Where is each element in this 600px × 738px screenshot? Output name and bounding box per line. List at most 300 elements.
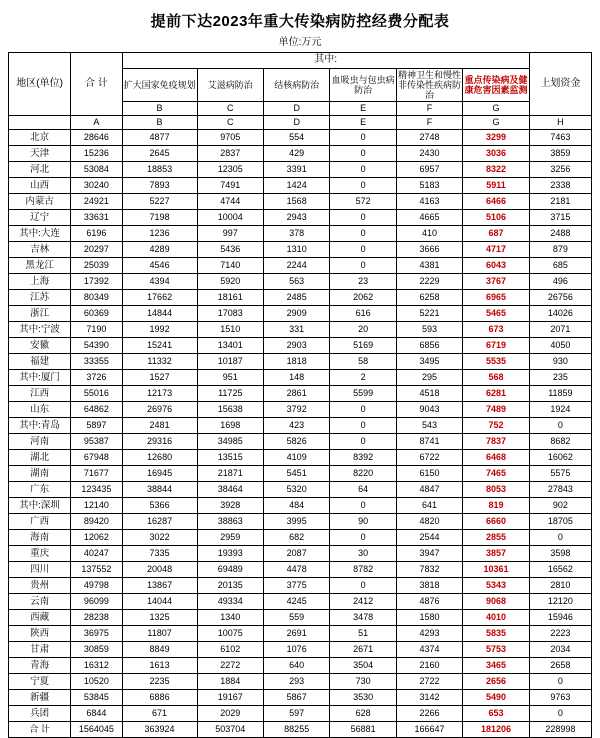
cell-col-e: 2 — [330, 370, 396, 386]
cell-col-e: 572 — [330, 194, 396, 210]
cell-col-d: 5867 — [263, 690, 329, 706]
cell-region: 河南 — [9, 434, 71, 450]
cell-col-h: 5575 — [529, 466, 591, 482]
cell-col-h: 685 — [529, 258, 591, 274]
cell-col-d: 1076 — [263, 642, 329, 658]
cell-col-c: 1510 — [197, 322, 263, 338]
cell-total: 16312 — [71, 658, 122, 674]
cell-col-e: 5169 — [330, 338, 396, 354]
cell-col-e: 0 — [330, 498, 396, 514]
header-letter-g2: G — [463, 116, 530, 130]
cell-total: 123435 — [71, 482, 122, 498]
cell-col-h: 0 — [529, 674, 591, 690]
cell-region: 其中:青岛 — [9, 418, 71, 434]
cell-total: 20297 — [71, 242, 122, 258]
cell-col-c: 951 — [197, 370, 263, 386]
cell-col-b: 671 — [122, 706, 197, 722]
cell-col-d: 2909 — [263, 306, 329, 322]
cell-total: 53845 — [71, 690, 122, 706]
cell-col-c: 10004 — [197, 210, 263, 226]
table-row — [9, 226, 592, 242]
cell-col-g: 5911 — [463, 178, 530, 194]
table-row — [9, 130, 592, 146]
cell-total: 80349 — [71, 290, 122, 306]
cell-col-c: 20135 — [197, 578, 263, 594]
cell-col-h: 3715 — [529, 210, 591, 226]
cell-col-b: 2235 — [122, 674, 197, 690]
cell-col-d: 559 — [263, 610, 329, 626]
cell-col-f: 5183 — [396, 178, 462, 194]
table-row — [9, 450, 592, 466]
cell-region: 四川 — [9, 562, 71, 578]
cell-col-e: 2671 — [330, 642, 396, 658]
cell-region: 其中:大连 — [9, 226, 71, 242]
cell-col-b: 12173 — [122, 386, 197, 402]
header-among-which: 其中: — [122, 53, 529, 69]
cell-col-d: 2087 — [263, 546, 329, 562]
cell-col-c: 10075 — [197, 626, 263, 642]
cell-col-f: 2266 — [396, 706, 462, 722]
cell-total: 10520 — [71, 674, 122, 690]
cell-total: 36975 — [71, 626, 122, 642]
cell-col-f: 1580 — [396, 610, 462, 626]
header-letter-region — [9, 116, 71, 130]
cell-region: 辽宁 — [9, 210, 71, 226]
cell-total: 6844 — [71, 706, 122, 722]
cell-col-g: 568 — [463, 370, 530, 386]
cell-col-f: 4847 — [396, 482, 462, 498]
cell-col-f: 3818 — [396, 578, 462, 594]
cell-col-c: 11725 — [197, 386, 263, 402]
cell-col-f: 3495 — [396, 354, 462, 370]
cell-col-e: 0 — [330, 402, 396, 418]
cell-col-h: 2488 — [529, 226, 591, 242]
cell-col-d: 2861 — [263, 386, 329, 402]
cell-col-h: 902 — [529, 498, 591, 514]
cell-col-h: 8682 — [529, 434, 591, 450]
cell-col-f: 6957 — [396, 162, 462, 178]
cell-col-b: 13867 — [122, 578, 197, 594]
table-row — [9, 258, 592, 274]
cell-col-b: 12680 — [122, 450, 197, 466]
table-row — [9, 546, 592, 562]
cell-region: 陕西 — [9, 626, 71, 642]
cell-col-e: 0 — [330, 530, 396, 546]
cell-col-g: 3857 — [463, 546, 530, 562]
cell-col-c: 9705 — [197, 130, 263, 146]
cell-col-e: 0 — [330, 178, 396, 194]
cell-col-d: 1424 — [263, 178, 329, 194]
table-row — [9, 498, 592, 514]
cell-total: 15236 — [71, 146, 122, 162]
cell-col-e: 2412 — [330, 594, 396, 610]
cell-col-g: 3767 — [463, 274, 530, 290]
cell-col-c: 2837 — [197, 146, 263, 162]
cell-total: 1564045 — [71, 722, 122, 738]
cell-col-f: 8741 — [396, 434, 462, 450]
cell-col-g: 8053 — [463, 482, 530, 498]
cell-col-c: 2272 — [197, 658, 263, 674]
cell-col-b: 14844 — [122, 306, 197, 322]
cell-col-h: 11859 — [529, 386, 591, 402]
cell-col-h: 2181 — [529, 194, 591, 210]
cell-col-g: 181206 — [463, 722, 530, 738]
cell-region: 山西 — [9, 178, 71, 194]
table-row — [9, 530, 592, 546]
table-row — [9, 418, 592, 434]
cell-col-d: 1818 — [263, 354, 329, 370]
cell-col-c: 6102 — [197, 642, 263, 658]
cell-col-b: 16945 — [122, 466, 197, 482]
cell-total: 40247 — [71, 546, 122, 562]
cell-col-d: 423 — [263, 418, 329, 434]
cell-region: 甘肃 — [9, 642, 71, 658]
cell-total: 96099 — [71, 594, 122, 610]
cell-col-f: 4876 — [396, 594, 462, 610]
cell-col-d: 3792 — [263, 402, 329, 418]
header-col-d: 结核病防治 — [263, 69, 329, 102]
cell-region: 青海 — [9, 658, 71, 674]
cell-col-h: 4050 — [529, 338, 591, 354]
cell-col-g: 4717 — [463, 242, 530, 258]
cell-col-b: 18853 — [122, 162, 197, 178]
cell-col-b: 5366 — [122, 498, 197, 514]
cell-region: 江苏 — [9, 290, 71, 306]
cell-col-g: 819 — [463, 498, 530, 514]
cell-col-d: 5826 — [263, 434, 329, 450]
cell-col-f: 6258 — [396, 290, 462, 306]
cell-col-g: 7837 — [463, 434, 530, 450]
table-header — [9, 53, 592, 130]
table-row — [9, 194, 592, 210]
cell-region: 黑龙江 — [9, 258, 71, 274]
cell-col-d: 5320 — [263, 482, 329, 498]
cell-col-c: 2959 — [197, 530, 263, 546]
cell-col-d: 4245 — [263, 594, 329, 610]
cell-col-d: 563 — [263, 274, 329, 290]
cell-region: 湖北 — [9, 450, 71, 466]
cell-col-b: 4394 — [122, 274, 197, 290]
cell-region: 安徽 — [9, 338, 71, 354]
cell-col-c: 18161 — [197, 290, 263, 306]
cell-col-h: 2034 — [529, 642, 591, 658]
cell-col-e: 64 — [330, 482, 396, 498]
cell-col-d: 2943 — [263, 210, 329, 226]
table-row — [9, 610, 592, 626]
cell-col-e: 8220 — [330, 466, 396, 482]
cell-col-g: 5835 — [463, 626, 530, 642]
cell-col-h: 3598 — [529, 546, 591, 562]
cell-col-c: 1698 — [197, 418, 263, 434]
cell-col-e: 0 — [330, 146, 396, 162]
table-row — [9, 402, 592, 418]
cell-col-e: 2062 — [330, 290, 396, 306]
page-subtitle: 单位:万元 — [278, 37, 322, 48]
cell-col-h: 1924 — [529, 402, 591, 418]
table-row — [9, 514, 592, 530]
cell-col-h: 930 — [529, 354, 591, 370]
cell-col-d: 429 — [263, 146, 329, 162]
cell-total: 89420 — [71, 514, 122, 530]
cell-col-g: 8322 — [463, 162, 530, 178]
cell-region: 重庆 — [9, 546, 71, 562]
table-row — [9, 626, 592, 642]
header-letter-b2: B — [122, 116, 197, 130]
table-row — [9, 274, 592, 290]
header-letter-d2: D — [263, 116, 329, 130]
table-row — [9, 466, 592, 482]
cell-col-h: 27843 — [529, 482, 591, 498]
cell-col-f: 6150 — [396, 466, 462, 482]
cell-col-h: 2223 — [529, 626, 591, 642]
cell-region: 湖南 — [9, 466, 71, 482]
cell-col-c: 3928 — [197, 498, 263, 514]
cell-region: 广东 — [9, 482, 71, 498]
cell-col-d: 3995 — [263, 514, 329, 530]
cell-total: 67948 — [71, 450, 122, 466]
cell-total: 12062 — [71, 530, 122, 546]
cell-col-c: 12305 — [197, 162, 263, 178]
cell-col-g: 7489 — [463, 402, 530, 418]
cell-total: 33355 — [71, 354, 122, 370]
cell-col-e: 0 — [330, 242, 396, 258]
cell-col-g: 6043 — [463, 258, 530, 274]
cell-col-g: 3299 — [463, 130, 530, 146]
table-row — [9, 290, 592, 306]
cell-col-d: 1568 — [263, 194, 329, 210]
cell-total: 30859 — [71, 642, 122, 658]
cell-col-g: 5465 — [463, 306, 530, 322]
cell-col-e: 0 — [330, 226, 396, 242]
cell-col-e: 616 — [330, 306, 396, 322]
cell-total: 12140 — [71, 498, 122, 514]
cell-region: 宁夏 — [9, 674, 71, 690]
cell-col-e: 3478 — [330, 610, 396, 626]
cell-col-b: 14044 — [122, 594, 197, 610]
cell-total: 28646 — [71, 130, 122, 146]
cell-total: 64862 — [71, 402, 122, 418]
cell-col-f: 2160 — [396, 658, 462, 674]
cell-col-f: 166647 — [396, 722, 462, 738]
cell-col-g: 2656 — [463, 674, 530, 690]
cell-col-b: 7198 — [122, 210, 197, 226]
cell-col-d: 293 — [263, 674, 329, 690]
cell-col-c: 997 — [197, 226, 263, 242]
table-row — [9, 562, 592, 578]
cell-region: 新疆 — [9, 690, 71, 706]
cell-col-c: 13401 — [197, 338, 263, 354]
cell-col-h: 15946 — [529, 610, 591, 626]
cell-col-d: 554 — [263, 130, 329, 146]
cell-col-c: 2029 — [197, 706, 263, 722]
cell-col-e: 0 — [330, 162, 396, 178]
cell-total: 25039 — [71, 258, 122, 274]
cell-col-c: 7140 — [197, 258, 263, 274]
cell-col-g: 5106 — [463, 210, 530, 226]
cell-region: 兵团 — [9, 706, 71, 722]
header-col-c: 艾滋病防治 — [197, 69, 263, 102]
cell-col-h: 2810 — [529, 578, 591, 594]
cell-col-e: 0 — [330, 210, 396, 226]
cell-col-g: 7465 — [463, 466, 530, 482]
cell-region: 其中:宁波 — [9, 322, 71, 338]
table-body — [9, 130, 592, 738]
cell-col-g: 687 — [463, 226, 530, 242]
table-row — [9, 322, 592, 338]
cell-col-d: 88255 — [263, 722, 329, 738]
cell-col-b: 8849 — [122, 642, 197, 658]
table-row — [9, 578, 592, 594]
cell-col-b: 363924 — [122, 722, 197, 738]
cell-col-c: 5436 — [197, 242, 263, 258]
cell-col-f: 4518 — [396, 386, 462, 402]
cell-region: 山东 — [9, 402, 71, 418]
cell-col-c: 69489 — [197, 562, 263, 578]
cell-region: 河北 — [9, 162, 71, 178]
cell-region: 福建 — [9, 354, 71, 370]
cell-col-h: 12120 — [529, 594, 591, 610]
cell-col-c: 34985 — [197, 434, 263, 450]
cell-col-e: 0 — [330, 418, 396, 434]
cell-col-g: 6281 — [463, 386, 530, 402]
cell-region: 上海 — [9, 274, 71, 290]
cell-col-b: 16287 — [122, 514, 197, 530]
cell-region: 江西 — [9, 386, 71, 402]
header-col-f: 精神卫生和慢性非传染性疾病防治 — [398, 70, 462, 101]
cell-region: 海南 — [9, 530, 71, 546]
cell-region: 吉林 — [9, 242, 71, 258]
cell-col-g: 6719 — [463, 338, 530, 354]
table-row — [9, 386, 592, 402]
cell-region: 西藏 — [9, 610, 71, 626]
cell-col-c: 49334 — [197, 594, 263, 610]
header-uploaded-funds: 上划资金 — [529, 53, 591, 116]
cell-col-h: 879 — [529, 242, 591, 258]
cell-col-b: 1992 — [122, 322, 197, 338]
cell-total: 95387 — [71, 434, 122, 450]
cell-col-b: 3022 — [122, 530, 197, 546]
cell-col-b: 17662 — [122, 290, 197, 306]
cell-col-e: 56881 — [330, 722, 396, 738]
cell-col-h: 3256 — [529, 162, 591, 178]
cell-col-f: 4163 — [396, 194, 462, 210]
cell-col-d: 3775 — [263, 578, 329, 594]
cell-total: 49798 — [71, 578, 122, 594]
header-col-g: 重点传染病及健康危害因素监测 — [463, 69, 530, 102]
cell-col-e: 0 — [330, 130, 396, 146]
cell-col-e: 58 — [330, 354, 396, 370]
cell-total: 28238 — [71, 610, 122, 626]
cell-col-c: 13515 — [197, 450, 263, 466]
cell-col-c: 19393 — [197, 546, 263, 562]
cell-col-f: 6722 — [396, 450, 462, 466]
cell-col-c: 38863 — [197, 514, 263, 530]
header-letter-a: A — [71, 116, 122, 130]
cell-col-f: 410 — [396, 226, 462, 242]
cell-col-h: 7463 — [529, 130, 591, 146]
cell-col-g: 6660 — [463, 514, 530, 530]
cell-col-e: 5599 — [330, 386, 396, 402]
cell-col-b: 26976 — [122, 402, 197, 418]
cell-col-g: 9068 — [463, 594, 530, 610]
cell-total: 7190 — [71, 322, 122, 338]
table-row — [9, 146, 592, 162]
cell-col-f: 5221 — [396, 306, 462, 322]
cell-col-h: 14026 — [529, 306, 591, 322]
cell-col-g: 5535 — [463, 354, 530, 370]
cell-col-f: 4293 — [396, 626, 462, 642]
header-total: 合 计 — [71, 53, 122, 116]
cell-col-e: 3530 — [330, 690, 396, 706]
cell-total: 53084 — [71, 162, 122, 178]
cell-col-b: 20048 — [122, 562, 197, 578]
cell-region: 其中:厦门 — [9, 370, 71, 386]
cell-col-g: 10361 — [463, 562, 530, 578]
cell-col-e: 730 — [330, 674, 396, 690]
cell-col-h: 2071 — [529, 322, 591, 338]
table-row — [9, 306, 592, 322]
header-col-e: 血吸虫与包虫病防治 — [330, 69, 396, 102]
cell-total: 5897 — [71, 418, 122, 434]
cell-col-f: 7832 — [396, 562, 462, 578]
cell-col-f: 6856 — [396, 338, 462, 354]
cell-col-f: 2430 — [396, 146, 462, 162]
cell-col-d: 640 — [263, 658, 329, 674]
cell-col-c: 503704 — [197, 722, 263, 738]
cell-col-g: 653 — [463, 706, 530, 722]
cell-col-b: 7893 — [122, 178, 197, 194]
cell-col-b: 2645 — [122, 146, 197, 162]
cell-col-b: 11807 — [122, 626, 197, 642]
cell-col-g: 5753 — [463, 642, 530, 658]
header-letter-c: C — [197, 102, 263, 116]
cell-col-d: 4109 — [263, 450, 329, 466]
header-letter-e2: E — [330, 116, 396, 130]
page-title: 提前下达2023年重大传染病防控经费分配表 — [150, 13, 450, 30]
cell-col-g: 5490 — [463, 690, 530, 706]
allocation-table — [8, 52, 592, 738]
cell-col-b: 5227 — [122, 194, 197, 210]
cell-col-d: 2244 — [263, 258, 329, 274]
cell-col-e: 8392 — [330, 450, 396, 466]
header-letter-h: H — [529, 116, 591, 130]
header-letter-g: G — [463, 102, 530, 116]
cell-col-f: 3947 — [396, 546, 462, 562]
table-row — [9, 434, 592, 450]
cell-col-d: 2903 — [263, 338, 329, 354]
cell-col-f: 2544 — [396, 530, 462, 546]
cell-total: 55016 — [71, 386, 122, 402]
cell-col-e: 0 — [330, 434, 396, 450]
cell-region: 浙江 — [9, 306, 71, 322]
cell-col-e: 90 — [330, 514, 396, 530]
cell-col-h: 496 — [529, 274, 591, 290]
cell-col-b: 1325 — [122, 610, 197, 626]
cell-col-b: 1613 — [122, 658, 197, 674]
cell-col-b: 29316 — [122, 434, 197, 450]
table-row — [9, 482, 592, 498]
cell-col-b: 6886 — [122, 690, 197, 706]
cell-col-b: 4877 — [122, 130, 197, 146]
cell-col-d: 484 — [263, 498, 329, 514]
cell-col-h: 16062 — [529, 450, 591, 466]
cell-col-g: 752 — [463, 418, 530, 434]
cell-col-g: 6468 — [463, 450, 530, 466]
cell-col-g: 6965 — [463, 290, 530, 306]
cell-region: 其中:深圳 — [9, 498, 71, 514]
table-row — [9, 674, 592, 690]
cell-col-d: 2485 — [263, 290, 329, 306]
